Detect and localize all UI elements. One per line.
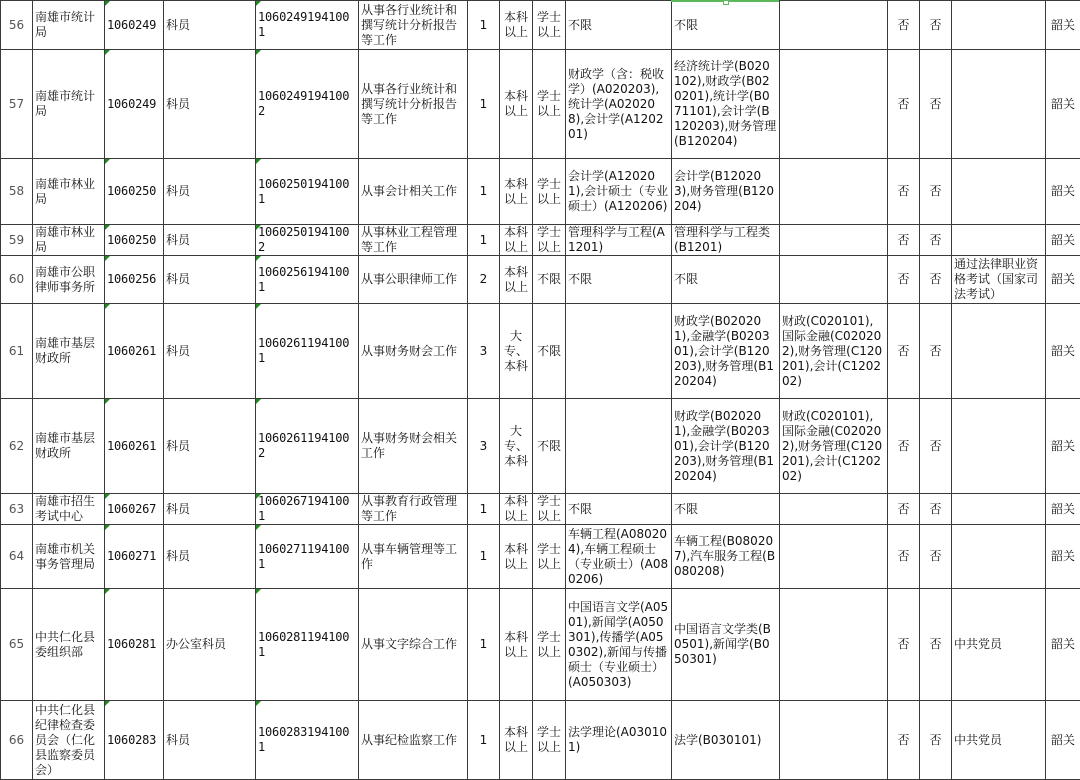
- table-row: [1, 399, 1080, 494]
- cell-count[interactable]: 1: [468, 525, 500, 589]
- text-number-indicator-icon: [105, 1, 110, 6]
- cell-flag2[interactable]: 否: [920, 525, 952, 589]
- cell-duties[interactable]: 从事车辆管理等工作: [359, 525, 468, 589]
- row-header[interactable]: 57: [1, 50, 33, 159]
- cell-major-college[interactable]: [780, 494, 888, 525]
- cell-major-college[interactable]: 财政(C020101),国际金融(C020202),财务管理(C120201),会计(C120202): [780, 304, 888, 399]
- cell-other-requirements[interactable]: 通过法律职业资格考试（国家司法考试）: [952, 256, 1046, 304]
- cell-other-requirements[interactable]: 中共党员: [952, 589, 1046, 701]
- table-row: [1, 701, 1080, 780]
- cell-major-undergrad[interactable]: 财政学(B020201),金融学(B020301),会计学(B120203),财务管理(B120204): [672, 304, 780, 399]
- cell-major-college[interactable]: [780, 159, 888, 225]
- text-number-indicator-icon: [256, 525, 261, 530]
- cell-education[interactable]: 本科以上: [500, 159, 533, 225]
- cell-unit[interactable]: 南雄市林业局: [33, 225, 105, 256]
- cell-other-requirements[interactable]: 中共党员: [952, 701, 1046, 780]
- text-number-indicator-icon: [105, 159, 110, 164]
- cell-education[interactable]: 本科以上: [500, 1, 533, 50]
- cell-unit[interactable]: 南雄市公职律师事务所: [33, 256, 105, 304]
- cell-other-requirements[interactable]: [952, 50, 1046, 159]
- text-number-indicator-icon: [105, 494, 110, 499]
- cell-degree[interactable]: 学士以上: [533, 1, 566, 50]
- cell-education[interactable]: 本科以上: [500, 525, 533, 589]
- table-row: [1, 589, 1080, 701]
- cell-flag1[interactable]: 否: [888, 304, 920, 399]
- cell-degree[interactable]: 学士以上: [533, 159, 566, 225]
- cell-education[interactable]: 本科以上: [500, 225, 533, 256]
- cell-education[interactable]: 本科以上: [500, 256, 533, 304]
- cell-position-code[interactable]: 10602671941001: [256, 494, 359, 525]
- cell-position[interactable]: 科员: [164, 50, 256, 159]
- cell-major-undergrad[interactable]: 不限: [672, 1, 780, 50]
- cell-flag1[interactable]: 否: [888, 494, 920, 525]
- cell-flag1[interactable]: 否: [888, 225, 920, 256]
- text-number-indicator-icon: [105, 225, 110, 230]
- cell-position[interactable]: 科员: [164, 256, 256, 304]
- selection-handle[interactable]: [723, 0, 729, 5]
- cell-unit[interactable]: 中共仁化县纪律检查委员会（仁化县监察委员会）: [33, 701, 105, 780]
- cell-other-requirements[interactable]: [952, 494, 1046, 525]
- cell-degree[interactable]: 学士以上: [533, 525, 566, 589]
- cell-education[interactable]: 本科以上: [500, 701, 533, 780]
- row-header[interactable]: 64: [1, 525, 33, 589]
- table-row: [1, 494, 1080, 525]
- cell-major-undergrad[interactable]: 不限: [672, 494, 780, 525]
- cell-position[interactable]: 办公室科员: [164, 589, 256, 701]
- cell-unit[interactable]: 南雄市林业局: [33, 159, 105, 225]
- cell-major-college[interactable]: [780, 225, 888, 256]
- table-row: [1, 225, 1080, 256]
- cell-major-college[interactable]: [780, 589, 888, 701]
- cell-degree[interactable]: 不限: [533, 399, 566, 494]
- cell-position-code[interactable]: 10602611941001: [256, 304, 359, 399]
- cell-duties[interactable]: 从事财务财会相关工作: [359, 399, 468, 494]
- cell-major-grad[interactable]: 法学理论(A030101): [566, 701, 672, 780]
- cell-flag1[interactable]: 否: [888, 701, 920, 780]
- row-header[interactable]: 62: [1, 399, 33, 494]
- cell-position-code[interactable]: 10602501941002: [256, 225, 359, 256]
- cell-flag1[interactable]: 否: [888, 1, 920, 50]
- cell-flag2[interactable]: 否: [920, 50, 952, 159]
- cell-major-grad[interactable]: 不限: [566, 494, 672, 525]
- cell-degree[interactable]: 学士以上: [533, 50, 566, 159]
- cell-city[interactable]: 韶关: [1046, 525, 1080, 589]
- cell-flag2[interactable]: 否: [920, 225, 952, 256]
- cell-major-grad[interactable]: 财政学（含：税收学）(A020203),统计学(A020208),会计学(A120201): [566, 50, 672, 159]
- cell-position-code[interactable]: 10602561941001: [256, 256, 359, 304]
- cell-position[interactable]: 科员: [164, 494, 256, 525]
- cell-education[interactable]: 本科以上: [500, 589, 533, 701]
- cell-flag2[interactable]: 否: [920, 494, 952, 525]
- cell-unit[interactable]: 南雄市招生考试中心: [33, 494, 105, 525]
- table-row: [1, 256, 1080, 304]
- cell-unit[interactable]: 南雄市基层财政所: [33, 399, 105, 494]
- cell-major-grad[interactable]: [566, 399, 672, 494]
- cell-flag2[interactable]: 否: [920, 701, 952, 780]
- cell-flag2[interactable]: 否: [920, 589, 952, 701]
- cell-position-code[interactable]: 10602501941001: [256, 159, 359, 225]
- cell-flag2[interactable]: 否: [920, 256, 952, 304]
- cell-duties[interactable]: 从事各行业统计和撰写统计分析报告等工作: [359, 50, 468, 159]
- table-row: [1, 304, 1080, 399]
- cell-major-grad[interactable]: 车辆工程(A080204),车辆工程硕士（专业硕士）(A080206): [566, 525, 672, 589]
- cell-major-undergrad[interactable]: 财政学(B020201),金融学(B020301),会计学(B120203),财务管理(B120204): [672, 399, 780, 494]
- cell-unit-code[interactable]: 1060267: [105, 494, 164, 525]
- cell-education[interactable]: 大专、本科: [500, 304, 533, 399]
- cell-count[interactable]: 3: [468, 304, 500, 399]
- cell-count[interactable]: 1: [468, 225, 500, 256]
- cell-degree[interactable]: 不限: [533, 304, 566, 399]
- cell-city[interactable]: 韶关: [1046, 256, 1080, 304]
- cell-position[interactable]: 科员: [164, 399, 256, 494]
- cell-major-college[interactable]: [780, 525, 888, 589]
- cell-major-college[interactable]: 财政(C020101),国际金融(C020202),财务管理(C120201),会计(C120202): [780, 399, 888, 494]
- text-number-indicator-icon: [105, 304, 110, 309]
- cell-other-requirements[interactable]: [952, 525, 1046, 589]
- cell-degree[interactable]: 学士以上: [533, 494, 566, 525]
- cell-degree[interactable]: 不限: [533, 256, 566, 304]
- text-number-indicator-icon: [256, 1, 261, 6]
- cell-city[interactable]: 韶关: [1046, 225, 1080, 256]
- text-number-indicator-icon: [105, 256, 110, 261]
- cell-flag1[interactable]: 否: [888, 589, 920, 701]
- cell-flag1[interactable]: 否: [888, 159, 920, 225]
- text-number-indicator-icon: [256, 225, 261, 230]
- cell-position-code[interactable]: 10602831941001: [256, 701, 359, 780]
- cell-duties[interactable]: 从事会计相关工作: [359, 159, 468, 225]
- cell-city[interactable]: 韶关: [1046, 1, 1080, 50]
- cell-unit-code[interactable]: 1060250: [105, 225, 164, 256]
- cell-count[interactable]: 1: [468, 50, 500, 159]
- cell-major-undergrad[interactable]: 法学(B030101): [672, 701, 780, 780]
- cell-unit-code[interactable]: 1060261: [105, 399, 164, 494]
- table-row: [1, 159, 1080, 225]
- cell-flag1[interactable]: 否: [888, 525, 920, 589]
- cell-city[interactable]: 韶关: [1046, 399, 1080, 494]
- cell-unit-code[interactable]: 1060256: [105, 256, 164, 304]
- cell-city[interactable]: 韶关: [1046, 159, 1080, 225]
- cell-position[interactable]: 科员: [164, 525, 256, 589]
- text-number-indicator-icon: [105, 701, 110, 706]
- cell-city[interactable]: 韶关: [1046, 50, 1080, 159]
- row-header[interactable]: 63: [1, 494, 33, 525]
- cell-other-requirements[interactable]: [952, 304, 1046, 399]
- cell-duties[interactable]: 从事公职律师工作: [359, 256, 468, 304]
- cell-position-code[interactable]: 10602711941001: [256, 525, 359, 589]
- text-number-indicator-icon: [256, 304, 261, 309]
- cell-count[interactable]: 2: [468, 256, 500, 304]
- cell-education[interactable]: 本科以上: [500, 494, 533, 525]
- cell-position-code[interactable]: 10602811941001: [256, 589, 359, 701]
- cell-city[interactable]: 韶关: [1046, 701, 1080, 780]
- cell-duties[interactable]: 从事财务财会工作: [359, 304, 468, 399]
- cell-major-college[interactable]: [780, 1, 888, 50]
- cell-position[interactable]: 科员: [164, 701, 256, 780]
- cell-education[interactable]: 本科以上: [500, 50, 533, 159]
- text-number-indicator-icon: [256, 50, 261, 55]
- row-header[interactable]: 66: [1, 701, 33, 780]
- cell-major-grad[interactable]: 管理科学与工程(A1201): [566, 225, 672, 256]
- text-number-indicator-icon: [105, 525, 110, 530]
- cell-position[interactable]: 科员: [164, 159, 256, 225]
- cell-flag2[interactable]: 否: [920, 159, 952, 225]
- cell-flag2[interactable]: 否: [920, 399, 952, 494]
- text-number-indicator-icon: [256, 399, 261, 404]
- cell-major-undergrad[interactable]: 不限: [672, 256, 780, 304]
- cell-major-undergrad[interactable]: 会计学(B120203),财务管理(B120204): [672, 159, 780, 225]
- cell-unit[interactable]: 中共仁化县委组织部: [33, 589, 105, 701]
- cell-unit[interactable]: 南雄市统计局: [33, 1, 105, 50]
- cell-city[interactable]: 韶关: [1046, 589, 1080, 701]
- text-number-indicator-icon: [105, 50, 110, 55]
- cell-unit-code[interactable]: 1060249: [105, 1, 164, 50]
- cell-major-undergrad[interactable]: 经济统计学(B020102),财政学(B020201),统计学(B071101),会计学(B120203),财务管理(B120204): [672, 50, 780, 159]
- cell-duties[interactable]: 从事教育行政管理等工作: [359, 494, 468, 525]
- cell-city[interactable]: 韶关: [1046, 494, 1080, 525]
- cell-flag1[interactable]: 否: [888, 256, 920, 304]
- table-row: [1, 1, 1080, 50]
- cell-flag2[interactable]: 否: [920, 304, 952, 399]
- cell-unit[interactable]: 南雄市基层财政所: [33, 304, 105, 399]
- cell-flag2[interactable]: 否: [920, 1, 952, 50]
- cell-other-requirements[interactable]: [952, 159, 1046, 225]
- cell-major-grad[interactable]: 中国语言文学(A0501),新闻学(A050301),传播学(A050302),新闻与传播硕士（专业硕士）(A050303): [566, 589, 672, 701]
- cell-other-requirements[interactable]: [952, 399, 1046, 494]
- cell-duties[interactable]: 从事文字综合工作: [359, 589, 468, 701]
- cell-unit-code[interactable]: 1060281: [105, 589, 164, 701]
- cell-major-college[interactable]: [780, 50, 888, 159]
- table-row: [1, 50, 1080, 159]
- cell-duties[interactable]: 从事林业工程管理等工作: [359, 225, 468, 256]
- cell-position[interactable]: 科员: [164, 304, 256, 399]
- text-number-indicator-icon: [256, 701, 261, 706]
- text-number-indicator-icon: [256, 159, 261, 164]
- cell-unit-code[interactable]: 1060271: [105, 525, 164, 589]
- cell-position[interactable]: 科员: [164, 1, 256, 50]
- cell-degree[interactable]: 学士以上: [533, 225, 566, 256]
- cell-major-college[interactable]: [780, 701, 888, 780]
- row-header[interactable]: 61: [1, 304, 33, 399]
- cell-flag1[interactable]: 否: [888, 50, 920, 159]
- cell-major-undergrad[interactable]: 管理科学与工程类(B1201): [672, 225, 780, 256]
- cell-count[interactable]: 1: [468, 589, 500, 701]
- text-number-indicator-icon: [256, 256, 261, 261]
- cell-major-undergrad[interactable]: 车辆工程(B080207),汽车服务工程(B080208): [672, 525, 780, 589]
- cell-unit-code[interactable]: 1060261: [105, 304, 164, 399]
- cell-degree[interactable]: 学士以上: [533, 589, 566, 701]
- cell-count[interactable]: 1: [468, 1, 500, 50]
- cell-duties[interactable]: 从事各行业统计和撰写统计分析报告等工作: [359, 1, 468, 50]
- cell-count[interactable]: 1: [468, 701, 500, 780]
- text-number-indicator-icon: [105, 399, 110, 404]
- text-number-indicator-icon: [105, 589, 110, 594]
- cell-count[interactable]: 1: [468, 159, 500, 225]
- cell-unit[interactable]: 南雄市机关事务管理局: [33, 525, 105, 589]
- cell-position-code[interactable]: 10602491941001: [256, 1, 359, 50]
- cell-unit-code[interactable]: 1060283: [105, 701, 164, 780]
- text-number-indicator-icon: [256, 589, 261, 594]
- cell-unit-code[interactable]: 1060249: [105, 50, 164, 159]
- cell-major-college[interactable]: [780, 256, 888, 304]
- cell-major-undergrad[interactable]: 中国语言文学类(B0501),新闻学(B050301): [672, 589, 780, 701]
- cell-flag1[interactable]: 否: [888, 399, 920, 494]
- cell-major-grad[interactable]: [566, 304, 672, 399]
- row-header[interactable]: 60: [1, 256, 33, 304]
- table-row: [1, 525, 1080, 589]
- row-header[interactable]: 58: [1, 159, 33, 225]
- cell-city[interactable]: 韶关: [1046, 304, 1080, 399]
- cell-major-grad[interactable]: 不限: [566, 1, 672, 50]
- row-header[interactable]: 59: [1, 225, 33, 256]
- cell-position-code[interactable]: 10602611941002: [256, 399, 359, 494]
- cell-duties[interactable]: 从事纪检监察工作: [359, 701, 468, 780]
- cell-position-code[interactable]: 10602491941002: [256, 50, 359, 159]
- row-header[interactable]: 65: [1, 589, 33, 701]
- cell-other-requirements[interactable]: [952, 225, 1046, 256]
- cell-count[interactable]: 1: [468, 494, 500, 525]
- cell-major-grad[interactable]: 不限: [566, 256, 672, 304]
- cell-education[interactable]: 大专、本科: [500, 399, 533, 494]
- cell-major-grad[interactable]: 会计学(A120201),会计硕士（专业硕士）(A120206): [566, 159, 672, 225]
- cell-other-requirements[interactable]: [952, 1, 1046, 50]
- cell-unit[interactable]: 南雄市统计局: [33, 50, 105, 159]
- cell-degree[interactable]: 学士以上: [533, 701, 566, 780]
- cell-position[interactable]: 科员: [164, 225, 256, 256]
- cell-unit-code[interactable]: 1060250: [105, 159, 164, 225]
- row-header[interactable]: 56: [1, 1, 33, 50]
- cell-count[interactable]: 3: [468, 399, 500, 494]
- text-number-indicator-icon: [256, 494, 261, 499]
